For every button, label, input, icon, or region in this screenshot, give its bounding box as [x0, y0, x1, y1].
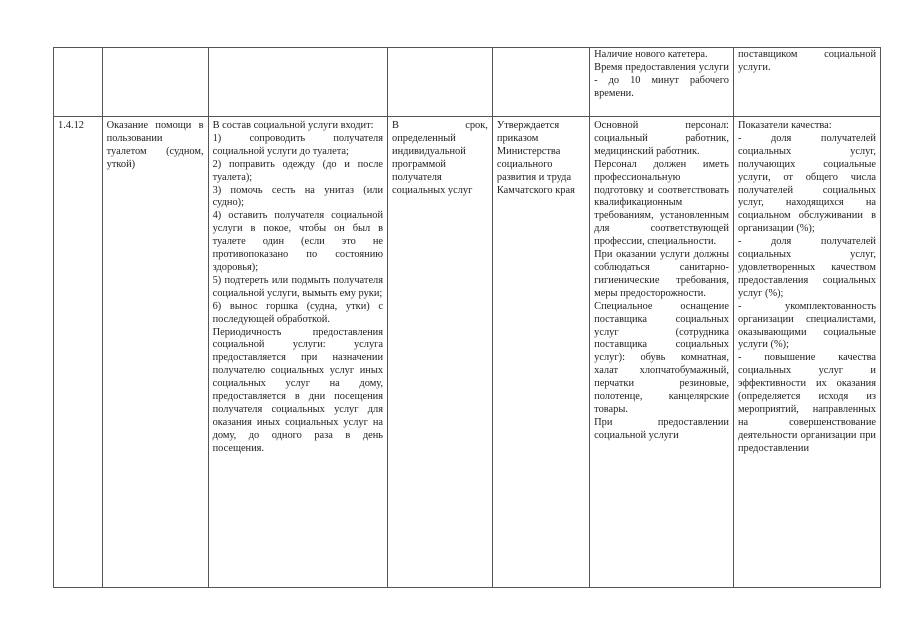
social-services-table — [53, 47, 881, 588]
conditions-line: Специальное оснащение поставщика социальных услуг (сотрудника поставщика социальных услуг): обувь комнатная, халат хлопчатобумажный, перчатки резиновые, полотенце, канцелярские товары. — [594, 300, 729, 415]
content-line: 6) вынос горшка (судна, утки) с последующей обработкой. — [212, 300, 384, 325]
content-line: 4) оставить получателя социальной услуги в покое, чтобы он был в туалете один (если это не противопоказано по состоянию здоровья); — [212, 210, 384, 273]
conditions-line: При предоставлении социальной услуги — [594, 416, 729, 441]
indicators-line: - доля получателей социальных услуг, получающих социальные услуги, от общего числа получателей социальных услуг, находящихся на социальном обслуживании в организации (%); — [737, 132, 876, 235]
content-line: 1) сопроводить получателя социальной услуги до туалета; — [212, 132, 384, 157]
conditions-line: Наличие нового катетера. — [594, 49, 708, 60]
indicators-line: - доля получателей социальных услуг, удовлетворенных качеством предоставления социальных услуг (%); — [737, 236, 876, 299]
table-row — [54, 117, 881, 588]
cell-number-empty — [54, 48, 103, 117]
indicators-line: поставщиком социальной услуги. — [737, 49, 876, 73]
cell-cost-empty — [492, 48, 589, 117]
indicators-line: - укомплектованность организации специалистами, оказывающими социальные услуги (%); — [737, 300, 876, 351]
content-line: 2) поправить одежду (до и после туалета); — [212, 158, 384, 183]
indicators-line: Показатели качества: — [737, 120, 832, 131]
conditions-line: Время предоставления услуги - до 10 минут рабочего времени. — [594, 61, 729, 99]
service-indicators — [733, 117, 880, 588]
conditions-line: При оказании услуги должны соблюдаться санитарно-гигиенические требования, меры предосторожности. — [594, 249, 729, 299]
content-line: 5) подтереть или подмыть получателя социальной услуги, вымыть ему руки; — [212, 274, 384, 299]
service-conditions — [590, 117, 734, 588]
content-line: В состав социальной услуги входит: — [212, 120, 374, 131]
indicators-line: - повышение качества социальных услуг и эффективности их оказания (определяется исходя из мероприятий, направленных на совершенствование деятельности организации при предоставлении — [737, 352, 876, 454]
service-content — [208, 117, 387, 588]
content-line: Периодичность предоставления социальной услуги: услуга предоставляется при назначении получателю социальных услуг иных социальных услуг на дому, предоставляется в дни посещения получателя социальных услуг для оказания иных социальных услуг на дому, до одного раза в день посещения. — [212, 326, 384, 454]
cell-conditions-top — [590, 48, 734, 117]
service-term: В срок, определенный индивидуальной программой получателя социальных услуг — [388, 117, 493, 588]
service-number: 1.4.12 — [54, 117, 103, 588]
content-line: 3) помочь сесть на унитаз (или судно); — [212, 184, 384, 209]
cell-term-empty — [388, 48, 493, 117]
conditions-line: Основной персонал: социальный работник, медицинский работник. — [594, 120, 729, 157]
service-cost: Утверждается приказом Министерства социального развития и труда Камчатского края — [492, 117, 589, 588]
cell-indicators-top — [733, 48, 880, 117]
service-name: Оказание помощи в пользовании туалетом (судном, уткой) — [102, 117, 208, 588]
conditions-line: Персонал должен иметь профессиональную подготовку и соответствовать квалификационным требованиям, установленным для соответствующей профессии, специальности. — [594, 158, 729, 248]
table-row — [54, 48, 881, 117]
cell-name-empty — [102, 48, 208, 117]
cell-content-empty — [208, 48, 387, 117]
